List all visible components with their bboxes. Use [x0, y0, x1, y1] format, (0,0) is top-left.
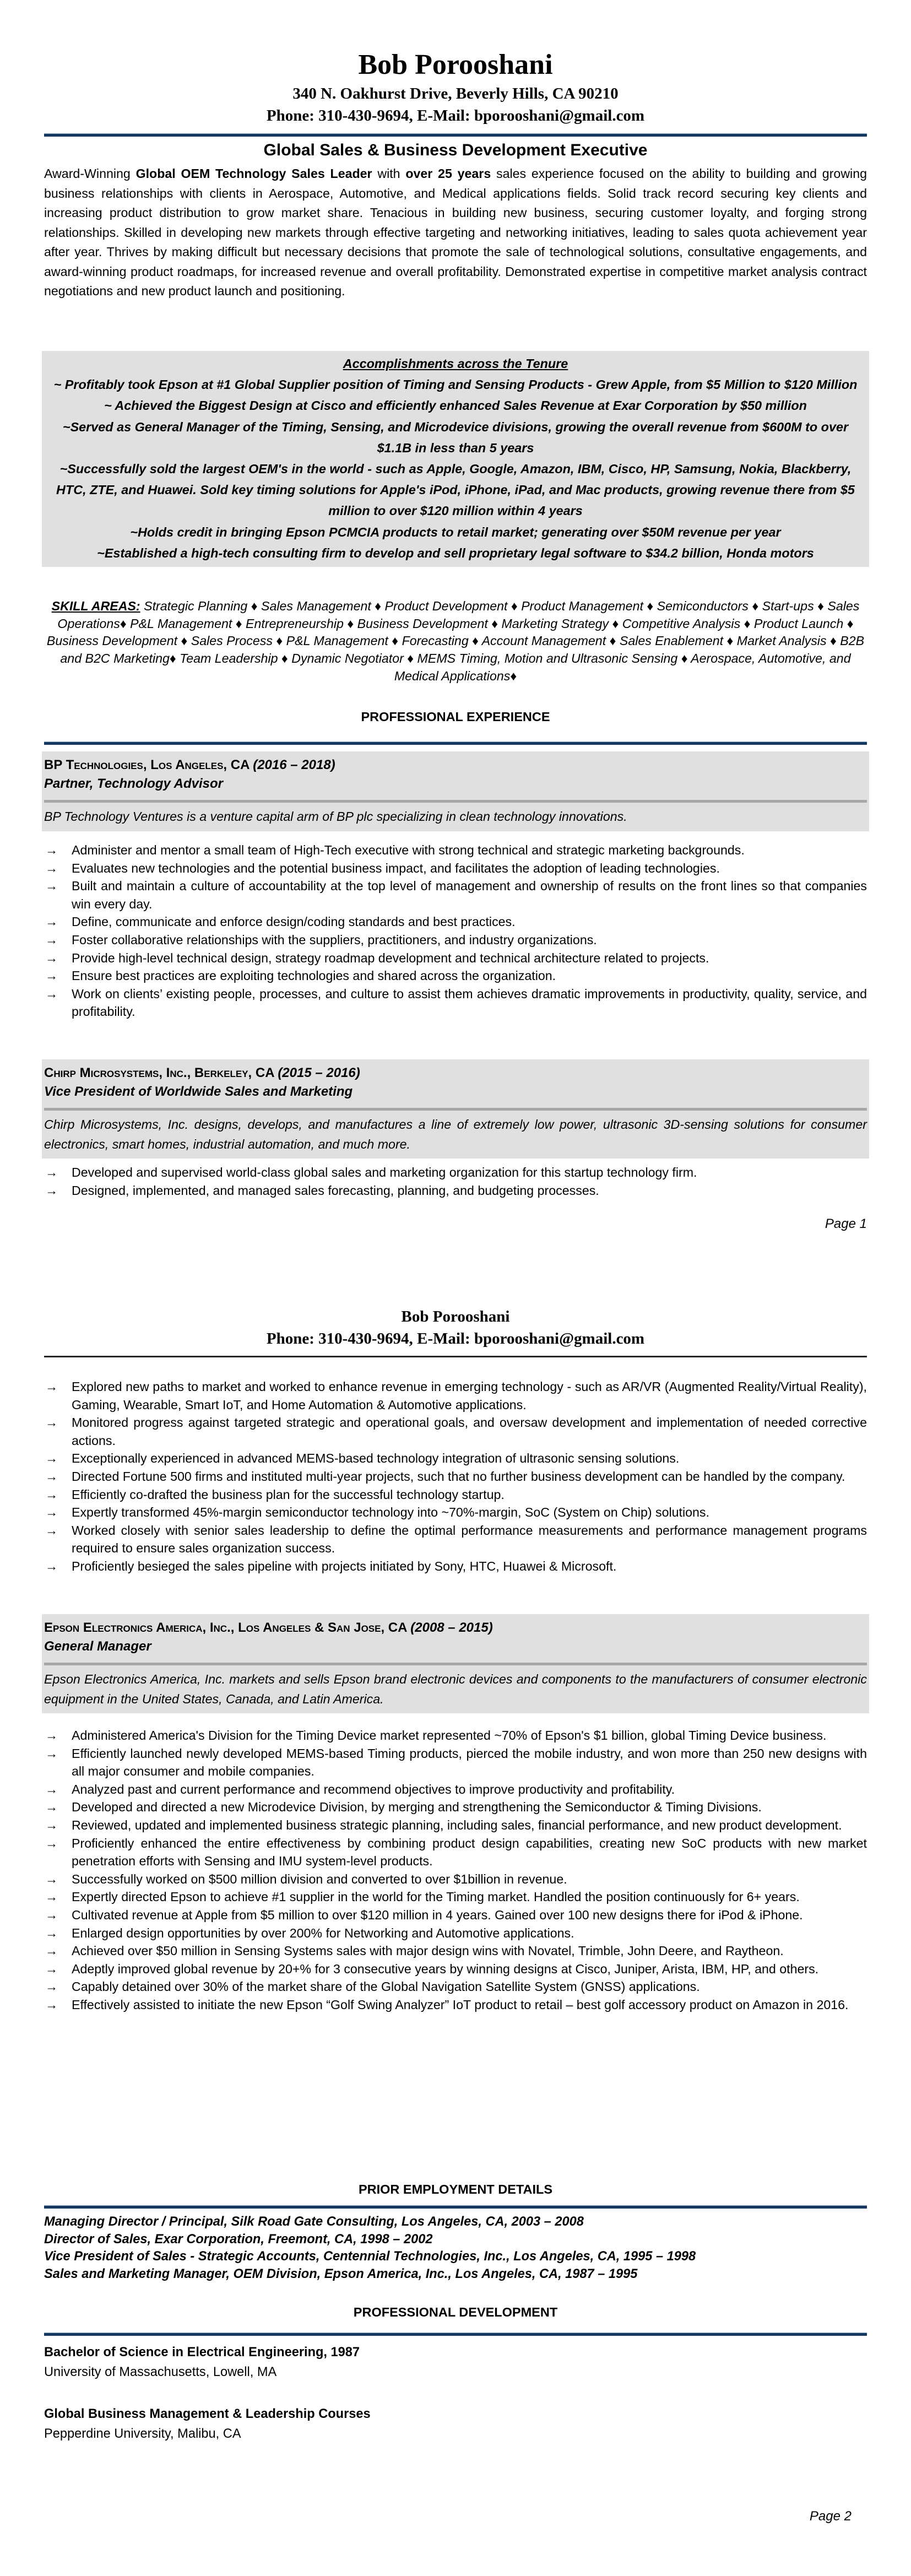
bullet-text: Worked closely with senior sales leadership to define the optimal performance measurements and performance management programs required to ensure sales organization success. — [72, 1523, 867, 1556]
list-item — [44, 1414, 867, 1449]
arrow-right-icon: → — [45, 1523, 58, 1538]
job-bullets-epson-electronics — [44, 1727, 867, 2014]
summary-rest: sales experience focused on the ability to building and growing business relationships with clients in Aerospace, Automotive, and Medical applications fields. Solid track record securing key clients and increasing product distribution to grow market share. Tenacious in building new business, securing customer loyalty, and forging strong relationships. Skilled in developing new markets through effective targeting and networking initiatives, leading to sales quota achievement year after year. Thrives by making difficult but necessary decisions that promote the sale of technological solutions, consultative engagements, and award-winning product roadmaps, for increased revenue and overall profitability. Demonstrated expertise in competitive market analysis contract negotiations and new product launch and positioning. — [44, 166, 867, 298]
arrow-right-icon: → — [45, 1746, 58, 1761]
list-item — [44, 1942, 867, 1960]
list-item — [44, 1906, 867, 1924]
summary-bold-role: Global OEM Technology Sales Leader — [135, 166, 372, 181]
list-item — [44, 859, 867, 878]
arrow-right-icon: → — [45, 1997, 58, 2012]
section-rule — [44, 742, 867, 745]
prior-employment-list — [44, 2214, 867, 2283]
contact-line: Phone: 310-430-9694, E-Mail: bporooshani@gmail.com — [266, 107, 645, 125]
summary-bold-years: over 25 years — [405, 166, 491, 181]
arrow-right-icon: → — [45, 1871, 58, 1886]
bullet-text: Effectively assisted to initiate the new Epson “Golf Swing Analyzer” IoT product to retail – best golf accessory product on Amazon in 2016. — [72, 1997, 849, 2012]
bullet-text: Cultivated revenue at Apple from $5 million to over $120 million in 4 years. Gained over 100 new designs there for iPod & iPhone. — [72, 1907, 803, 1922]
bullet-text: Capably detained over 30% of the market share of the Global Navigation Satellite System (GNSS) applications. — [72, 1979, 700, 1994]
job-header-chirp-microsystems — [42, 1059, 869, 1159]
accomplishment-item: ~Holds credit in bringing Epson PCMCIA products to retail market; generating over $50M revenue per year — [130, 524, 781, 539]
list-item — [44, 1468, 867, 1486]
list-item — [44, 1378, 867, 1414]
arrow-right-icon: → — [45, 914, 58, 929]
arrow-right-icon: → — [45, 1379, 58, 1394]
bullet-text: Evaluates new technologies and the potential business impact, and facilitates the adoption of leading technologies. — [72, 861, 720, 875]
list-item — [44, 1163, 867, 1182]
list-item — [44, 1745, 867, 1781]
section-rule — [44, 2205, 867, 2209]
contact-line-page2: Phone: 310-430-9694, E-Mail: bporooshani@gmail.com — [266, 1330, 645, 1347]
job-company — [44, 1064, 867, 1083]
job-bullets-chirp-continued — [44, 1378, 867, 1576]
list-item — [44, 1522, 867, 1557]
arrow-right-icon: → — [45, 986, 58, 1001]
candidate-name: Bob Porooshani — [358, 49, 553, 80]
list-item — [44, 985, 867, 1021]
list-item — [44, 1924, 867, 1942]
section-title-prior-employment: PRIOR EMPLOYMENT DETAILS — [358, 2182, 553, 2196]
list-item — [44, 1816, 867, 1834]
list-item — [44, 1870, 867, 1888]
candidate-name-page2: Bob Porooshani — [401, 1308, 510, 1325]
accomplishments-title: Accomplishments across the Tenure — [343, 356, 568, 371]
job-divider — [44, 1663, 867, 1665]
accomplishment-item: ~Successfully sold the largest OEM's in the world - such as Apple, Google, Amazon, IBM, Cisco, HP, Samsung, Nokia, Blackberry, HTC, ZTE, and Huawei. Sold key timing solutions for Apple's iPod, iPhone, iPad, and Mac products, growing revenue there from $5 million to over $120 million within 4 years — [56, 462, 855, 518]
bullet-text: Developed and supervised world-class global sales and marketing organization for this startup technology firm. — [72, 1165, 697, 1179]
company-description: Chirp Microsystems, Inc. designs, develops, and manufactures a line of extremely low power, ultrasonic 3D-sensing solutions for consumer electronics, smart homes, industrial automation, and much more. — [44, 1117, 867, 1151]
prior-employment-item: Director of Sales, Exar Corporation, Freemont, CA, 1998 – 2002 — [44, 2232, 433, 2247]
list-item — [44, 1781, 867, 1799]
summary-mid: with — [372, 166, 406, 181]
bullet-text: Efficiently co-drafted the business plan for the successful technology startup. — [72, 1487, 505, 1502]
arrow-right-icon: → — [45, 1505, 58, 1520]
skills-list: Strategic Planning ♦ Sales Management ♦ Product Development ♦ Product Management ♦ Semiconductors ♦ Start-ups ♦ Sales Operations♦ P&L Management ♦ Entrepreneurship ♦ Business Development ♦ Marketing Strategy ♦ Competitive Analysis ♦ Product Launch ♦ Business Development ♦ Sales Process ♦ P&L Management ♦ Forecasting ♦ Account Management ♦ Sales Enablement ♦ Market Analysis ♦ B2B and B2C Marketing♦ Team Leadership ♦ Dynamic Negotiator ♦ MEMS Timing, Motion and Ultrasonic Sensing ♦ Aerospace, Automotive, and Medical Applications♦ — [46, 599, 865, 683]
education-degree: Global Business Management & Leadership Courses — [44, 2407, 371, 2421]
prior-employment-item: Sales and Marketing Manager, OEM Division, Epson America, Inc., Los Angeles, CA, 1987 – 1995 — [44, 2266, 638, 2281]
skills-label: SKILL AREAS: — [51, 599, 140, 613]
arrow-right-icon: → — [45, 950, 58, 965]
list-item — [44, 1727, 867, 1745]
page-number: Page 1 — [825, 1216, 867, 1231]
arrow-right-icon: → — [45, 1415, 58, 1430]
company-description: BP Technology Ventures is a venture capital arm of BP plc specializing in clean technology innovations. — [44, 809, 627, 824]
section-rule — [44, 2333, 867, 2336]
job-bullets-chirp-microsystems — [44, 1163, 867, 1199]
arrow-right-icon: → — [45, 879, 58, 894]
job-bullets-bp-technologies — [44, 841, 867, 1021]
education-degree: Bachelor of Science in Electrical Engineering, 1987 — [44, 2345, 360, 2359]
bullet-text: Reviewed, updated and implemented business strategic planning, including sales, financial performance, and new product development. — [72, 1817, 842, 1832]
bullet-text: Provide high-level technical design, strategy roadmap development and technical architecture related to projects. — [72, 950, 709, 965]
bullet-text: Directed Fortune 500 firms and instituted multi-year projects, such that no further business development can be handled by the company. — [72, 1469, 845, 1484]
bullet-text: Achieved over $50 million in Sensing Systems sales with major design wins with Novatel, Trimble, John Deere, and Raytheon. — [72, 1944, 784, 1958]
arrow-right-icon: → — [45, 1469, 58, 1484]
arrow-right-icon: → — [45, 1183, 58, 1198]
list-item — [44, 1834, 867, 1870]
accomplishment-item: ~ Profitably took Epson at #1 Global Supplier position of Timing and Sensing Products - Grew Apple, from $5 Million to $120 Million — [53, 377, 858, 392]
resume-page-1 — [44, 0, 867, 1234]
skill-areas — [44, 598, 867, 685]
list-item — [44, 877, 867, 913]
bullet-text: Successfully worked on $500 million division and converted to over $1billion in revenue. — [72, 1871, 567, 1886]
job-dates: (2016 – 2018) — [253, 757, 335, 772]
job-company — [44, 756, 867, 775]
list-item — [44, 1798, 867, 1816]
list-item — [44, 1182, 867, 1200]
job-divider — [44, 1108, 867, 1111]
bullet-text: Proficiently besieged the sales pipeline with projects initiated by Sony, HTC, Huawei & Microsoft. — [72, 1558, 617, 1573]
company-name: Epson Electronics America, Inc., Los Angeles & San Jose, CA — [44, 1620, 411, 1635]
arrow-right-icon: → — [45, 843, 58, 857]
arrow-right-icon: → — [45, 1817, 58, 1832]
company-name: BP Technologies, Los Angeles, CA — [44, 757, 253, 772]
prior-employment-item: Vice President of Sales - Strategic Accounts, Centennial Technologies, Inc., Los Angeles, CA, 1995 – 1998 — [44, 2249, 696, 2264]
headline: Global Sales & Business Development Executive — [263, 141, 648, 159]
section-title-professional-development: PROFESSIONAL DEVELOPMENT — [353, 2305, 558, 2319]
prior-employment-item: Managing Director / Principal, Silk Road Gate Consulting, Los Angeles, CA, 2003 – 2008 — [44, 2215, 584, 2229]
list-item — [44, 913, 867, 931]
education-school: Pepperdine University, Malibu, CA — [44, 2427, 241, 2441]
list-item — [44, 1449, 867, 1468]
arrow-right-icon: → — [45, 968, 58, 983]
education-school: University of Massachusetts, Lowell, MA — [44, 2365, 277, 2379]
list-item — [44, 841, 867, 859]
arrow-right-icon: → — [45, 1451, 58, 1466]
bullet-text: Enlarged design opportunities by over 200% for Networking and Automotive applications. — [72, 1925, 574, 1940]
list-item — [44, 1996, 867, 2014]
arrow-right-icon: → — [45, 1925, 58, 1940]
list-item — [44, 1557, 867, 1576]
section-title-experience: PROFESSIONAL EXPERIENCE — [361, 710, 550, 724]
bullet-text: Proficiently enhanced the entire effectiveness by combining product design capabilities, creating new SoC products with new market penetration efforts with Sensing and IMU system-level products. — [72, 1836, 867, 1869]
header-rule-page2 — [44, 1356, 867, 1357]
job-dates: (2015 – 2016) — [278, 1065, 360, 1080]
bullet-text: Developed and directed a new Microdevice Division, by merging and strengthening the Semiconductor & Timing Divisions. — [72, 1800, 762, 1815]
address: 340 N. Oakhurst Drive, Beverly Hills, CA 90210 — [292, 85, 619, 102]
resume-page-2 — [44, 1288, 867, 2576]
company-description: Epson Electronics America, Inc. markets and sells Epson brand electronic devices and components to the manufacturers of consumer electronic equipment in the United States, Canada, and Latin America. — [44, 1672, 867, 1706]
accomplishment-item: ~Served as General Manager of the Timing, Sensing, and Microdevice divisions, growing the overall revenue from $600M to over $1.1B in less than 5 years — [62, 419, 849, 455]
job-divider — [44, 800, 867, 803]
bullet-text: Expertly transformed 45%-margin semiconductor technology into ~70%-margin, SoC (System on Chip) solutions. — [72, 1505, 709, 1520]
arrow-right-icon: → — [45, 1165, 58, 1179]
bullet-text: Designed, implemented, and managed sales forecasting, planning, and budgeting processes. — [72, 1183, 599, 1198]
list-item — [44, 931, 867, 949]
bullet-text: Work on clients’ existing people, processes, and culture to assist them achieves dramatic improvements in productivity, quality, service, and profitability. — [72, 986, 867, 1019]
arrow-right-icon: → — [45, 1836, 58, 1850]
bullet-text: Administer and mentor a small team of High-Tech executive with strong technical and strategic marketing backgrounds. — [72, 843, 745, 857]
arrow-right-icon: → — [45, 1728, 58, 1742]
job-title: General Manager — [44, 1639, 151, 1654]
bullet-text: Analyzed past and current performance and recommend objectives to improve productivity and profitability. — [72, 1782, 675, 1796]
arrow-right-icon: → — [45, 1487, 58, 1502]
arrow-right-icon: → — [45, 1782, 58, 1796]
arrow-right-icon: → — [45, 1944, 58, 1958]
bullet-text: Foster collaborative relationships with the suppliers, practitioners, and industry organizations. — [72, 932, 597, 947]
list-item — [44, 967, 867, 985]
list-item — [44, 1960, 867, 1978]
arrow-right-icon: → — [45, 1979, 58, 1994]
job-header-epson-electronics — [42, 1614, 869, 1713]
list-item — [44, 1503, 867, 1522]
accomplishments-box — [42, 351, 869, 567]
list-item — [44, 1888, 867, 1906]
bullet-text: Explored new paths to market and worked to enhance revenue in emerging technology - such as AR/VR (Augmented Reality/Virtual Reality), Gaming, Wearable, Smart IoT, and Home Automation & Automotive applications. — [72, 1379, 867, 1412]
bullet-text: Define, communicate and enforce design/coding standards and best practices. — [72, 914, 516, 929]
job-header-bp-technologies — [42, 751, 869, 831]
bullet-text: Efficiently launched newly developed MEMS-based Timing products, pierced the mobile industry, and won more than 250 new designs with all major consumer and mobile companies. — [72, 1746, 867, 1779]
company-name: Chirp Microsystems, Inc., Berkeley, CA — [44, 1065, 278, 1080]
list-item — [44, 1486, 867, 1504]
bullet-text: Exceptionally experienced in advanced MEMS-based technology integration of ultrasonic sensing solutions. — [72, 1451, 680, 1466]
list-item — [44, 1978, 867, 1996]
header-rule — [44, 133, 867, 137]
list-item — [44, 949, 867, 967]
summary-lead: Award-Winning — [44, 166, 136, 181]
bullet-text: Expertly directed Epson to achieve #1 supplier in the world for the Timing market. Handled the position continuously for 6+ years. — [72, 1890, 800, 1904]
accomplishment-item: ~Established a high-tech consulting firm to develop and sell proprietary legal software to $34.2 billion, Honda motors — [97, 545, 814, 560]
arrow-right-icon: → — [45, 932, 58, 947]
job-title: Vice President of Worldwide Sales and Marketing — [44, 1084, 353, 1099]
arrow-right-icon: → — [45, 861, 58, 875]
arrow-right-icon: → — [45, 1907, 58, 1922]
page-number: Page 2 — [809, 2509, 852, 2524]
arrow-right-icon: → — [45, 1961, 58, 1976]
arrow-right-icon: → — [45, 1890, 58, 1904]
job-title: Partner, Technology Advisor — [44, 776, 223, 791]
bullet-text: Adeptly improved global revenue by 20+% for 3 consecutive years by winning designs at Cisco, Juniper, Arista, IBM, HP, and others. — [72, 1961, 819, 1976]
bullet-text: Administered America's Division for the Timing Device market represented ~70% of Epson's $1 billion, global Timing Device business. — [72, 1728, 827, 1742]
arrow-right-icon: → — [45, 1558, 58, 1573]
arrow-right-icon: → — [45, 1800, 58, 1815]
bullet-text: Built and maintain a culture of accountability at the top level of management and ownership of results on the front lines so that companies win every day. — [72, 879, 867, 911]
accomplishment-item: ~ Achieved the Biggest Design at Cisco and efficiently enhanced Sales Revenue at Exar Corporation by $50 million — [104, 398, 807, 413]
bullet-text: Ensure best practices are exploiting technologies and shared across the organization. — [72, 968, 556, 983]
job-company — [44, 1619, 867, 1637]
summary-paragraph — [44, 164, 867, 301]
job-dates: (2008 – 2015) — [410, 1620, 493, 1635]
bullet-text: Monitored progress against targeted strategic and operational goals, and oversaw development and implementation of needed corrective actions. — [72, 1415, 867, 1448]
